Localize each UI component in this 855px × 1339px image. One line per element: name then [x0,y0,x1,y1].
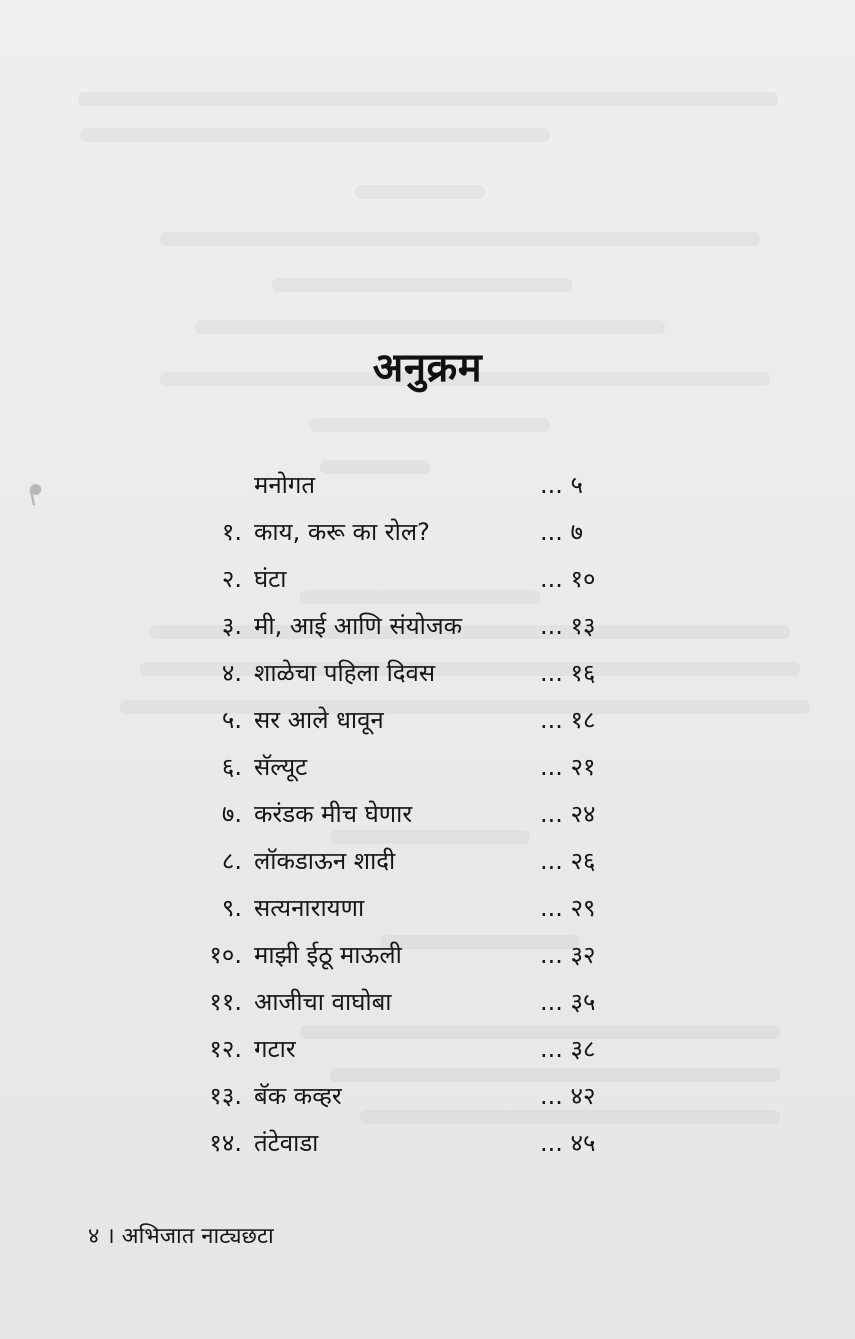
pencil-mark-icon: ᖰ [26,477,48,513]
toc-entry-number: १०. [209,941,242,969]
toc-entry-number: १२. [209,1035,242,1063]
toc-entry [170,979,650,1026]
bleed-through-line [355,185,485,199]
toc-entry-page: ... ४२ [540,1082,596,1110]
toc-entry-number: ११. [209,988,242,1016]
toc-entry [170,650,650,697]
toc-entry-page: ... १६ [540,659,596,687]
toc-entry [170,556,650,603]
toc-entry-page: ... ४५ [540,1129,596,1157]
bleed-through-line [310,418,550,432]
toc-entry-title: मी, आई आणि संयोजक [254,612,463,640]
page-footer: ४ । अभिजात नाट्यछटा [88,1224,274,1249]
toc-entry-title: लॉकडाऊन शादी [254,847,396,875]
toc-entry-title: बॅक कव्हर [254,1082,342,1110]
toc-entry [170,697,650,744]
toc-entry-number: ५. [221,706,242,734]
toc-entry-number: ६. [221,753,242,781]
toc-entry-title: घंटा [254,565,287,593]
toc-entry [170,603,650,650]
toc-entry-number: ९. [221,894,242,922]
toc-entry-page: ... १८ [540,706,596,734]
toc-entry [170,744,650,791]
toc-entry-page: ... ३२ [540,941,596,969]
toc-entry-number: १४. [209,1129,242,1157]
toc-entry-page: ... २१ [540,753,596,781]
bleed-through-line [78,92,778,106]
toc-entry [170,1073,650,1120]
toc-entry-page: ... ५ [540,471,583,499]
toc-entry-number: ३. [221,612,242,640]
table-of-contents [170,462,650,1167]
toc-entry [170,509,650,556]
toc-entry-title: शाळेचा पहिला दिवस [254,659,436,687]
toc-entry-page: ... ३८ [540,1035,596,1063]
bleed-through-line [160,232,760,246]
toc-entry-title: तंटेवाडा [254,1129,319,1157]
toc-entry-page: ... ३५ [540,988,596,1016]
toc-entry [170,791,650,838]
bleed-through-line [80,128,550,142]
toc-entry-title: मनोगत [254,471,316,499]
toc-entry-page: ... ७ [540,518,583,546]
toc-entry [170,885,650,932]
toc-entry-page: ... २४ [540,800,596,828]
toc-entry-number: ७. [221,800,242,828]
toc-entry-page: ... २९ [540,894,596,922]
toc-entry-number: १३. [209,1082,242,1110]
toc-entry-title: करंडक मीच घेणार [254,800,413,828]
toc-entry [170,838,650,885]
toc-entry-page: ... १० [540,565,596,593]
toc-entry-title: सर आले धावून [254,706,384,734]
toc-entry-title: गटार [254,1035,296,1063]
toc-entry [170,462,650,509]
toc-entry-title: सॅल्यूट [254,753,308,781]
toc-entry-title: आजीचा वाघोबा [254,988,392,1016]
toc-entry-title: सत्यनारायणा [254,894,365,922]
toc-entry-page: ... १३ [540,612,596,640]
toc-entry [170,1026,650,1073]
toc-entry-page: ... २६ [540,847,596,875]
toc-entry-number: १. [221,518,242,546]
bleed-through-line [195,320,665,334]
toc-entry-number: २. [221,565,242,593]
toc-entry-number: ४. [221,659,242,687]
toc-entry-title: माझी ईठू माऊली [254,941,402,969]
toc-entry-title: काय, करू का रोल? [254,518,430,546]
toc-entry-number: ८. [221,847,242,875]
page-title: अनुक्रम [372,345,483,391]
toc-entry [170,1120,650,1167]
toc-entry [170,932,650,979]
bleed-through-line [272,278,572,292]
